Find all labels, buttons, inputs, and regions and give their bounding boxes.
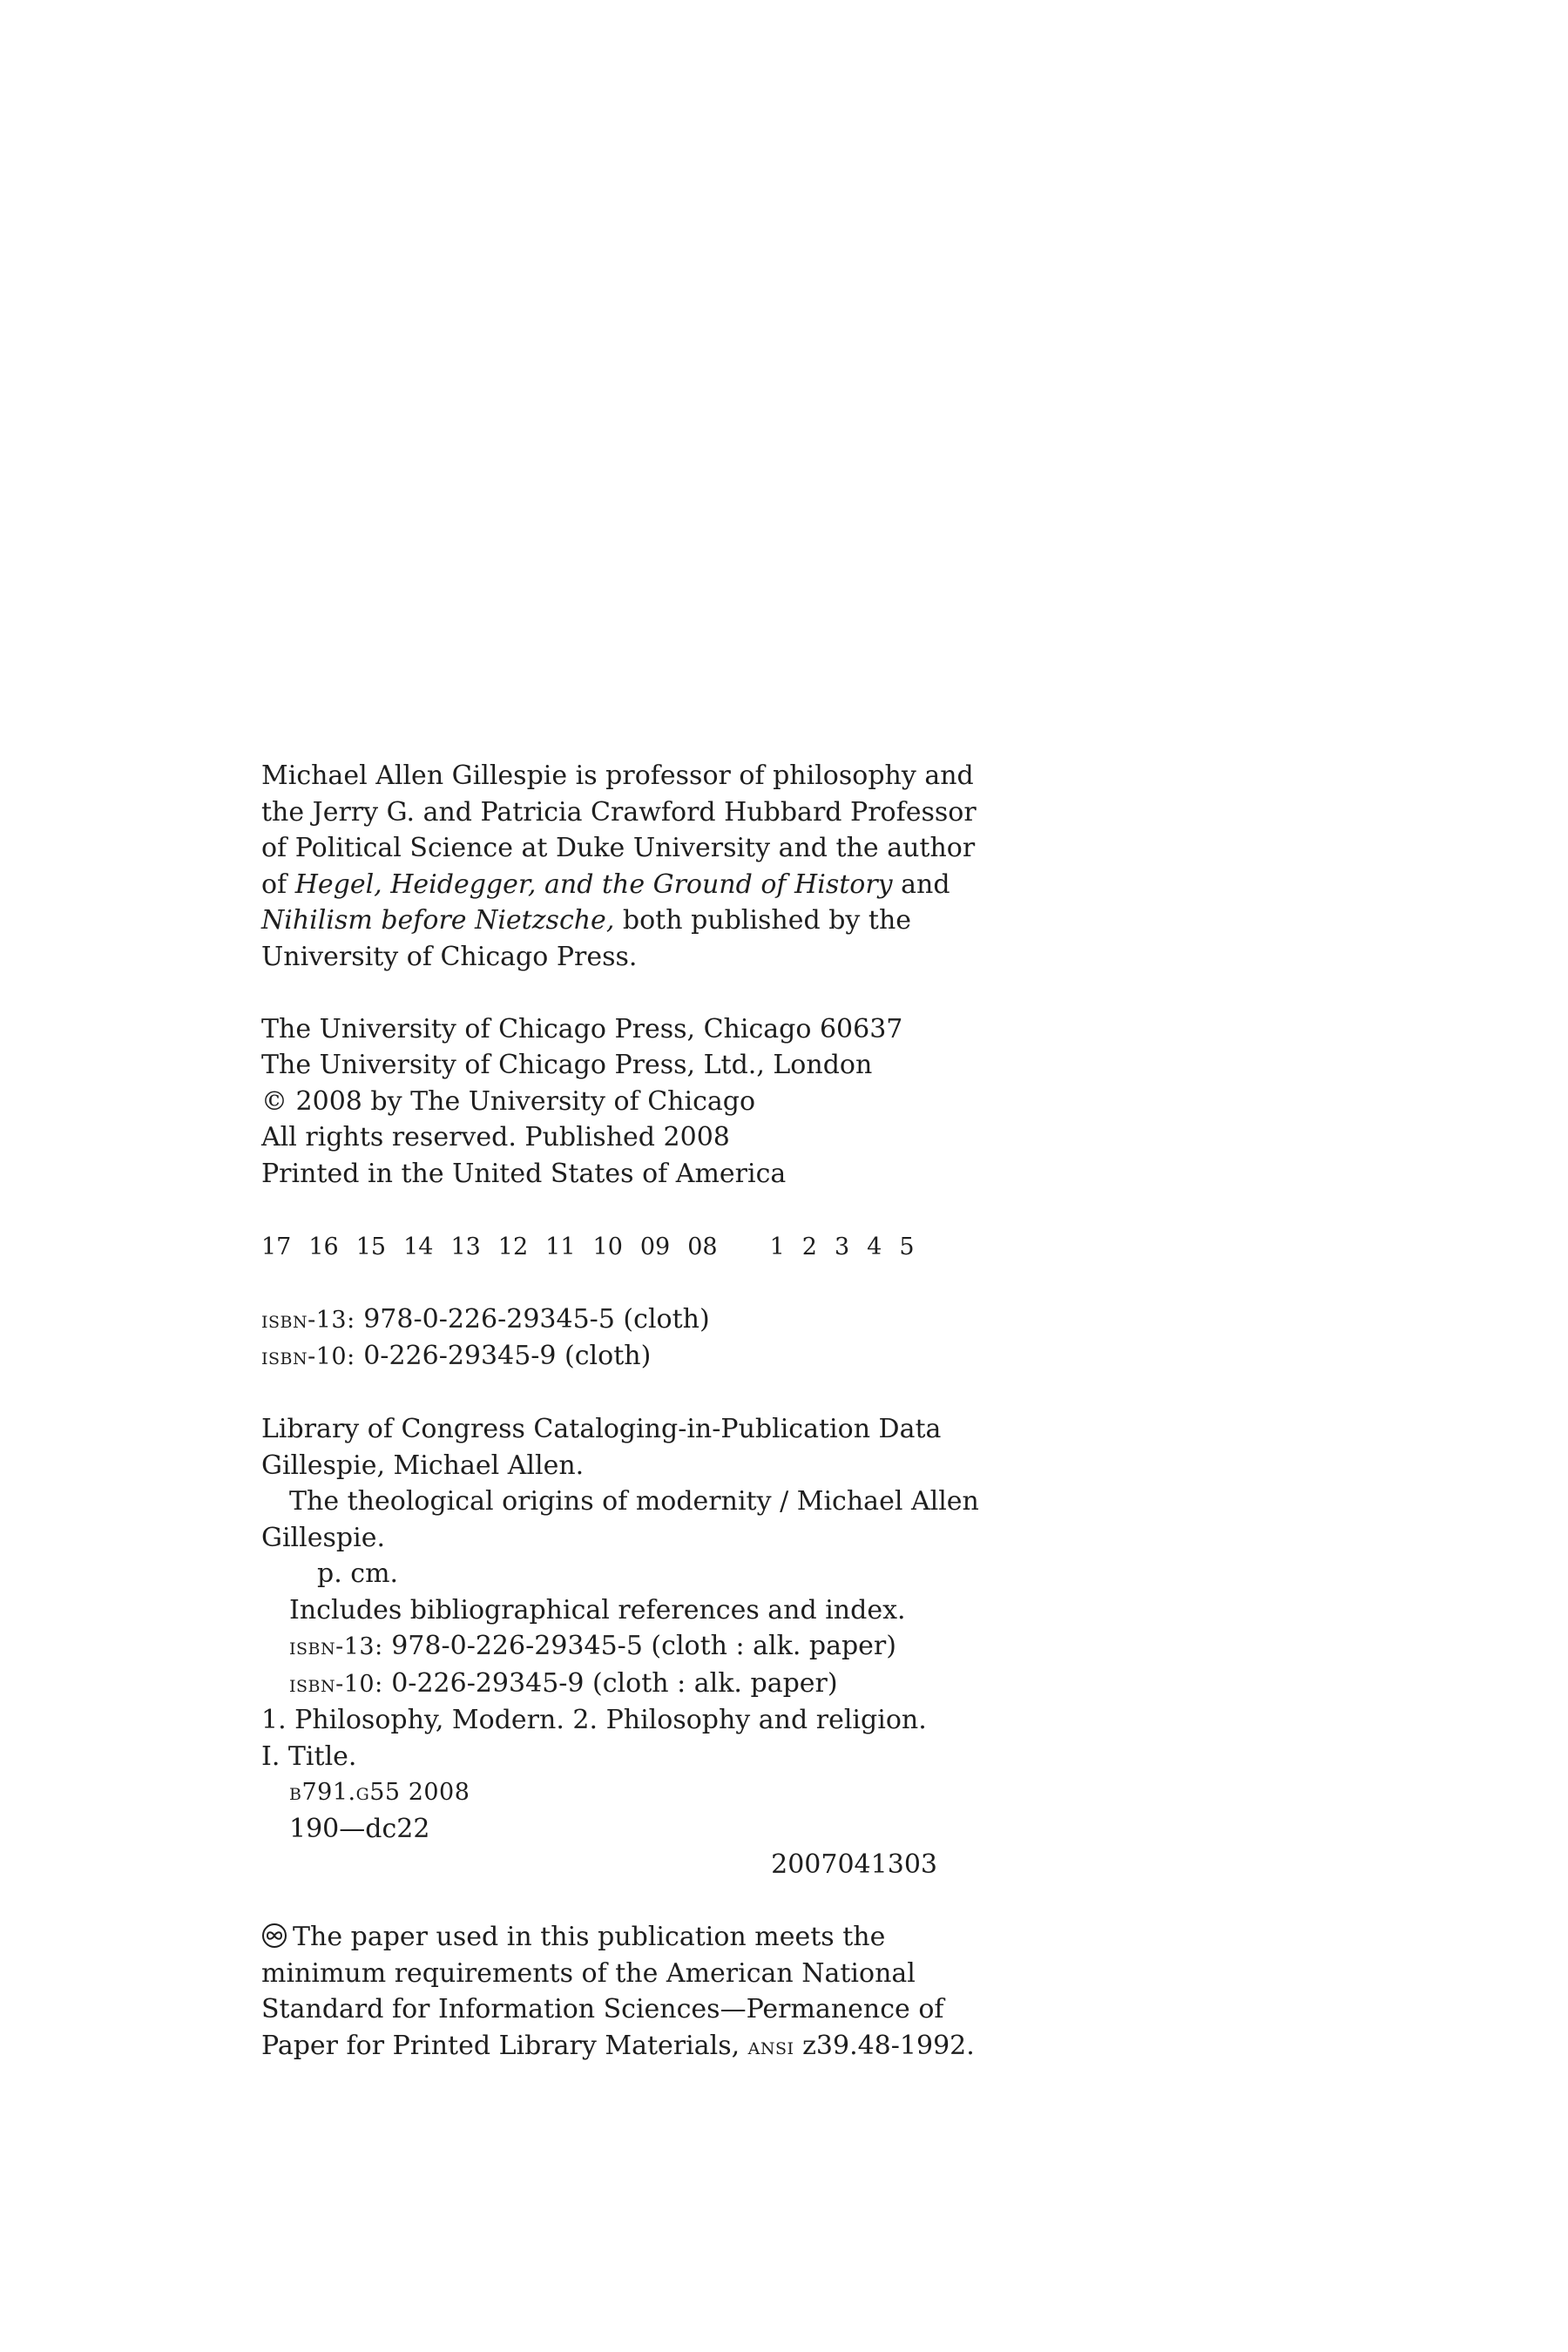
cip-dewey: 190—dc22 [289,1813,430,1844]
cip-pcm: p. cm. [317,1558,399,1589]
cip-author: Gillespie, Michael Allen. [261,1450,585,1481]
print-run: 5 [899,1233,915,1260]
standard-abbrev: ansi [747,2032,794,2060]
printed-line: Printed in the United States of America [261,1158,787,1189]
infinity-circle-icon [261,1923,287,1949]
print-run: 4 [867,1233,882,1260]
author-bio-line: of Political Science at Duke University and the author [261,833,976,863]
isbn-value: 0-226-29345-9 (cloth) [355,1341,652,1371]
publisher-info [261,1011,958,1193]
cip-subjects: 1. Philosophy, Modern. 2. Philosophy and religion. [261,1705,927,1735]
isbn-13-line [261,1301,958,1339]
print-run: 1 [769,1233,785,1260]
print-year: 08 [687,1233,718,1260]
book-title: Nihilism before Nietzsche, [261,905,615,936]
print-year: 09 [639,1233,671,1260]
print-year: 12 [497,1233,529,1260]
permanence-text: z39.48-1992. [794,2030,975,2061]
permanence-line [261,2028,975,2065]
isbn-label: isbn-10: [261,1343,355,1370]
print-year: 16 [308,1233,339,1260]
cip-title-entry: I. Title. [261,1740,357,1772]
isbn-value: 978-0-226-29345-5 (cloth : alk. paper) [382,1631,896,1661]
author-bio-text: both published by the [614,905,912,936]
cip-title: The theological origins of modernity / Michael Allen [289,1486,979,1517]
print-run: 2 [801,1233,817,1260]
cip-call-number: b791.g55 2008 [289,1779,470,1806]
cip-isbn-10 [261,1666,958,1703]
author-bio [261,758,977,975]
print-year: 10 [592,1233,623,1260]
publisher-line: The University of Chicago Press, Ltd., London [261,1050,873,1080]
isbn-block [261,1301,958,1375]
author-bio-line [261,867,958,903]
author-bio-line: University of Chicago Press. [261,941,638,972]
print-year: 15 [355,1233,387,1260]
cip-lccn: 2007041303 [771,1849,937,1880]
permanence-line: Standard for Information Sciences—Permanence of [261,1994,944,2024]
print-year: 14 [403,1233,434,1260]
book-title: Hegel, Heidegger, and the Ground of History [294,868,893,900]
print-run: 3 [834,1233,850,1260]
paper-permanence [261,1919,975,2065]
cip-title-cont: Gillespie. [261,1522,385,1553]
author-bio-text: of [261,868,295,900]
permanence-line [261,1919,958,1956]
isbn-value: 0-226-29345-9 (cloth : alk. paper) [382,1667,838,1699]
copyright-page [261,758,979,2065]
permanence-text: The paper used in this publication meets the [293,1922,886,1952]
print-year: 11 [545,1233,576,1260]
isbn-label: isbn-13: [289,1633,383,1660]
copyright-line: © 2008 by The University of Chicago [261,1085,756,1117]
author-bio-line: the Jerry G. and Patricia Crawford Hubbard Professor [261,796,977,828]
printing-line [261,1228,958,1266]
author-bio-line [261,902,958,939]
author-bio-text: and [892,868,950,900]
isbn-label: isbn-10: [289,1670,383,1698]
cip-includes: Includes bibliographical references and index. [289,1594,906,1625]
cip-data [261,1411,979,1883]
permanence-text: Paper for Printed Library Materials, [261,2030,748,2061]
cip-isbn-13 [261,1628,958,1666]
print-year: 13 [450,1233,481,1260]
cip-heading: Library of Congress Cataloging-in-Publication Data [261,1414,942,1444]
publisher-line: The University of Chicago Press, Chicago 60637 [261,1013,903,1044]
permanence-line: minimum requirements of the American National [261,1957,916,1989]
author-bio-line: Michael Allen Gillespie is professor of philosophy and [261,760,974,791]
print-year: 17 [261,1233,292,1260]
isbn-value: 978-0-226-29345-5 (cloth) [355,1303,710,1335]
isbn-label: isbn-13: [261,1306,355,1334]
rights-line: All rights reserved. Published 2008 [261,1122,730,1152]
isbn-10-line [261,1338,958,1375]
